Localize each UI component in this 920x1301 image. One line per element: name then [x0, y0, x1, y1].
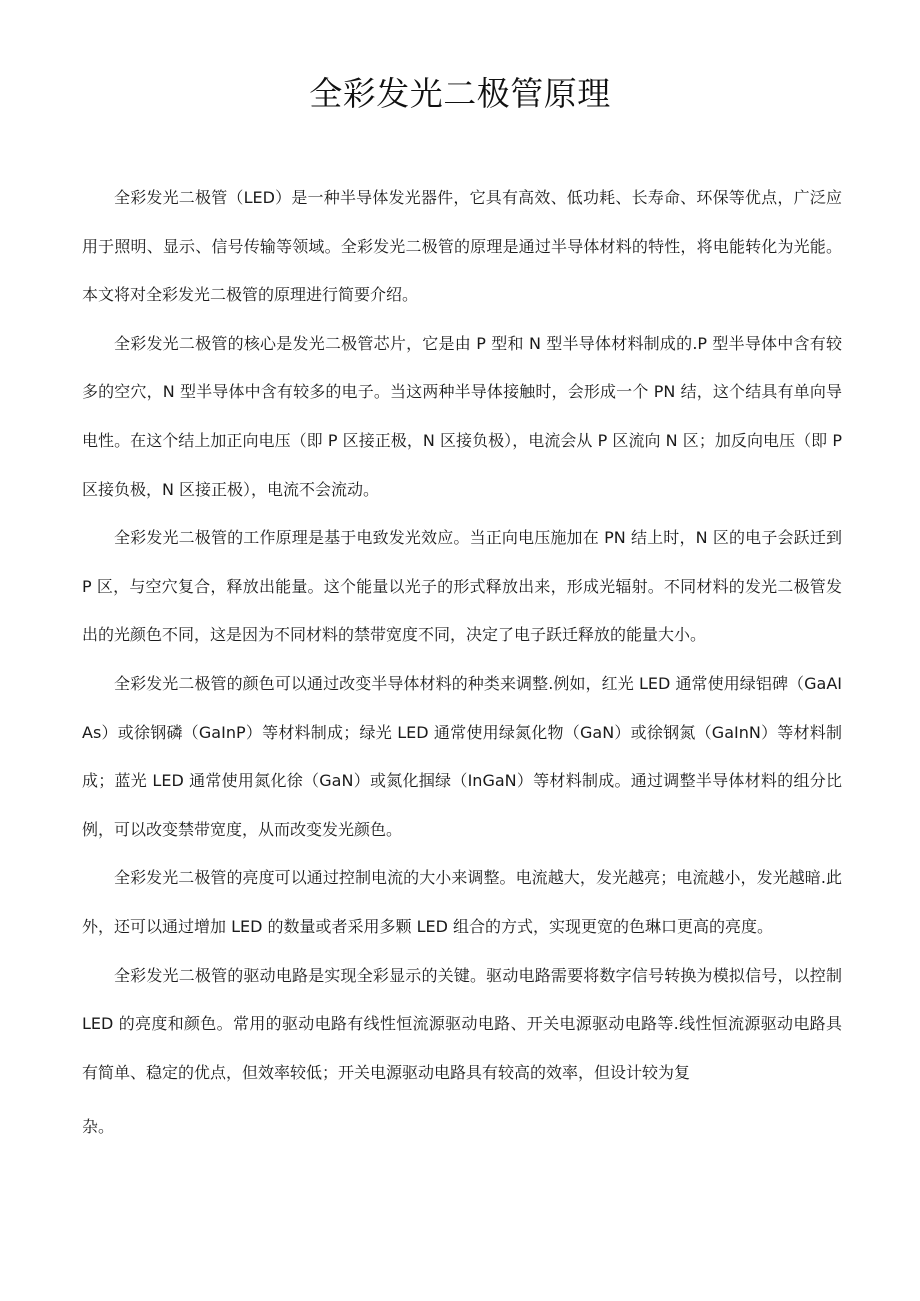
paragraph-drive-circuit: 全彩发光二极管的驱动电路是实现全彩显示的关键。驱动电路需要将数字信号转换为模拟信号，以控制 LED 的亮度和颜色。常用的驱动电路有线性恒流源驱动电路、开关电源驱动电路等.线性恒流源驱动电路具有简单、稳定的优点，但效率较低；开关电源驱动电路具有较高的效率，但设计较为复 — [82, 965, 842, 1082]
paragraph-working-principle: 全彩发光二极管的工作原理是基于电致发光效应。当正向电压施加在 PN 结上时，N 区的电子会跃迁到 P 区，与空穴复合，释放出能量。这个能量以光子的形式释放出来，形成光辐射。不同材料的发光二极管发出的光颜色不同，这是因为不同材料的禁带宽度不同，决定了电子跃迁释放的能量大小。 — [82, 528, 842, 645]
paragraph-trailing-text: 杂。 — [82, 1117, 115, 1136]
document-title: 全彩发光二极管原理 — [309, 74, 611, 113]
paragraph-intro: 全彩发光二极管（LED）是一种半导体发光器件，它具有高效、低功耗、长寿命、环保等优点，广泛应用于照明、显示、信号传输等领域。全彩发光二极管的原理是通过半导体材料的特性，将电能转化为光能。本文将对全彩发光二极管的原理进行简要介绍。 — [82, 188, 842, 305]
paragraph-brightness: 全彩发光二极管的亮度可以通过控制电流的大小来调整。电流越大，发光越亮；电流越小，发光越暗.此外，还可以通过增加 LED 的数量或者采用多颗 LED 组合的方式，实现更宽的色琳口更高的亮度。 — [82, 868, 842, 936]
paragraph-pn-junction: 全彩发光二极管的核心是发光二极管芯片，它是由 P 型和 N 型半导体材料制成的.P 型半导体中含有较多的空穴，N 型半导体中含有较多的电子。当这两种半导体接触时，会形成一个 PN 结，这个结具有单向导电性。在这个结上加正向电压（即 P 区接正极，N 区接负极），电流会从 P 区流向 N 区；加反向电压（即 P 区接负极，N 区接正极），电流不会流动。 — [82, 333, 842, 499]
paragraph-color: 全彩发光二极管的颜色可以通过改变半导体材料的种类来调整.例如，红光 LED 通常使用绿铝碑（GaAIAs）或徐钢磷（GaInP）等材料制成；绿光 LED 通常使用绿氮化物（GaN）或徐钢氮（GaInN）等材料制成；蓝光 LED 通常使用氮化徐（GaN）或氮化掴绿（InGaN）等材料制成。通过调整半导体材料的组分比例，可以改变禁带宽度，从而改变发光颜色。 — [82, 673, 842, 839]
document-body — [82, 174, 842, 1097]
